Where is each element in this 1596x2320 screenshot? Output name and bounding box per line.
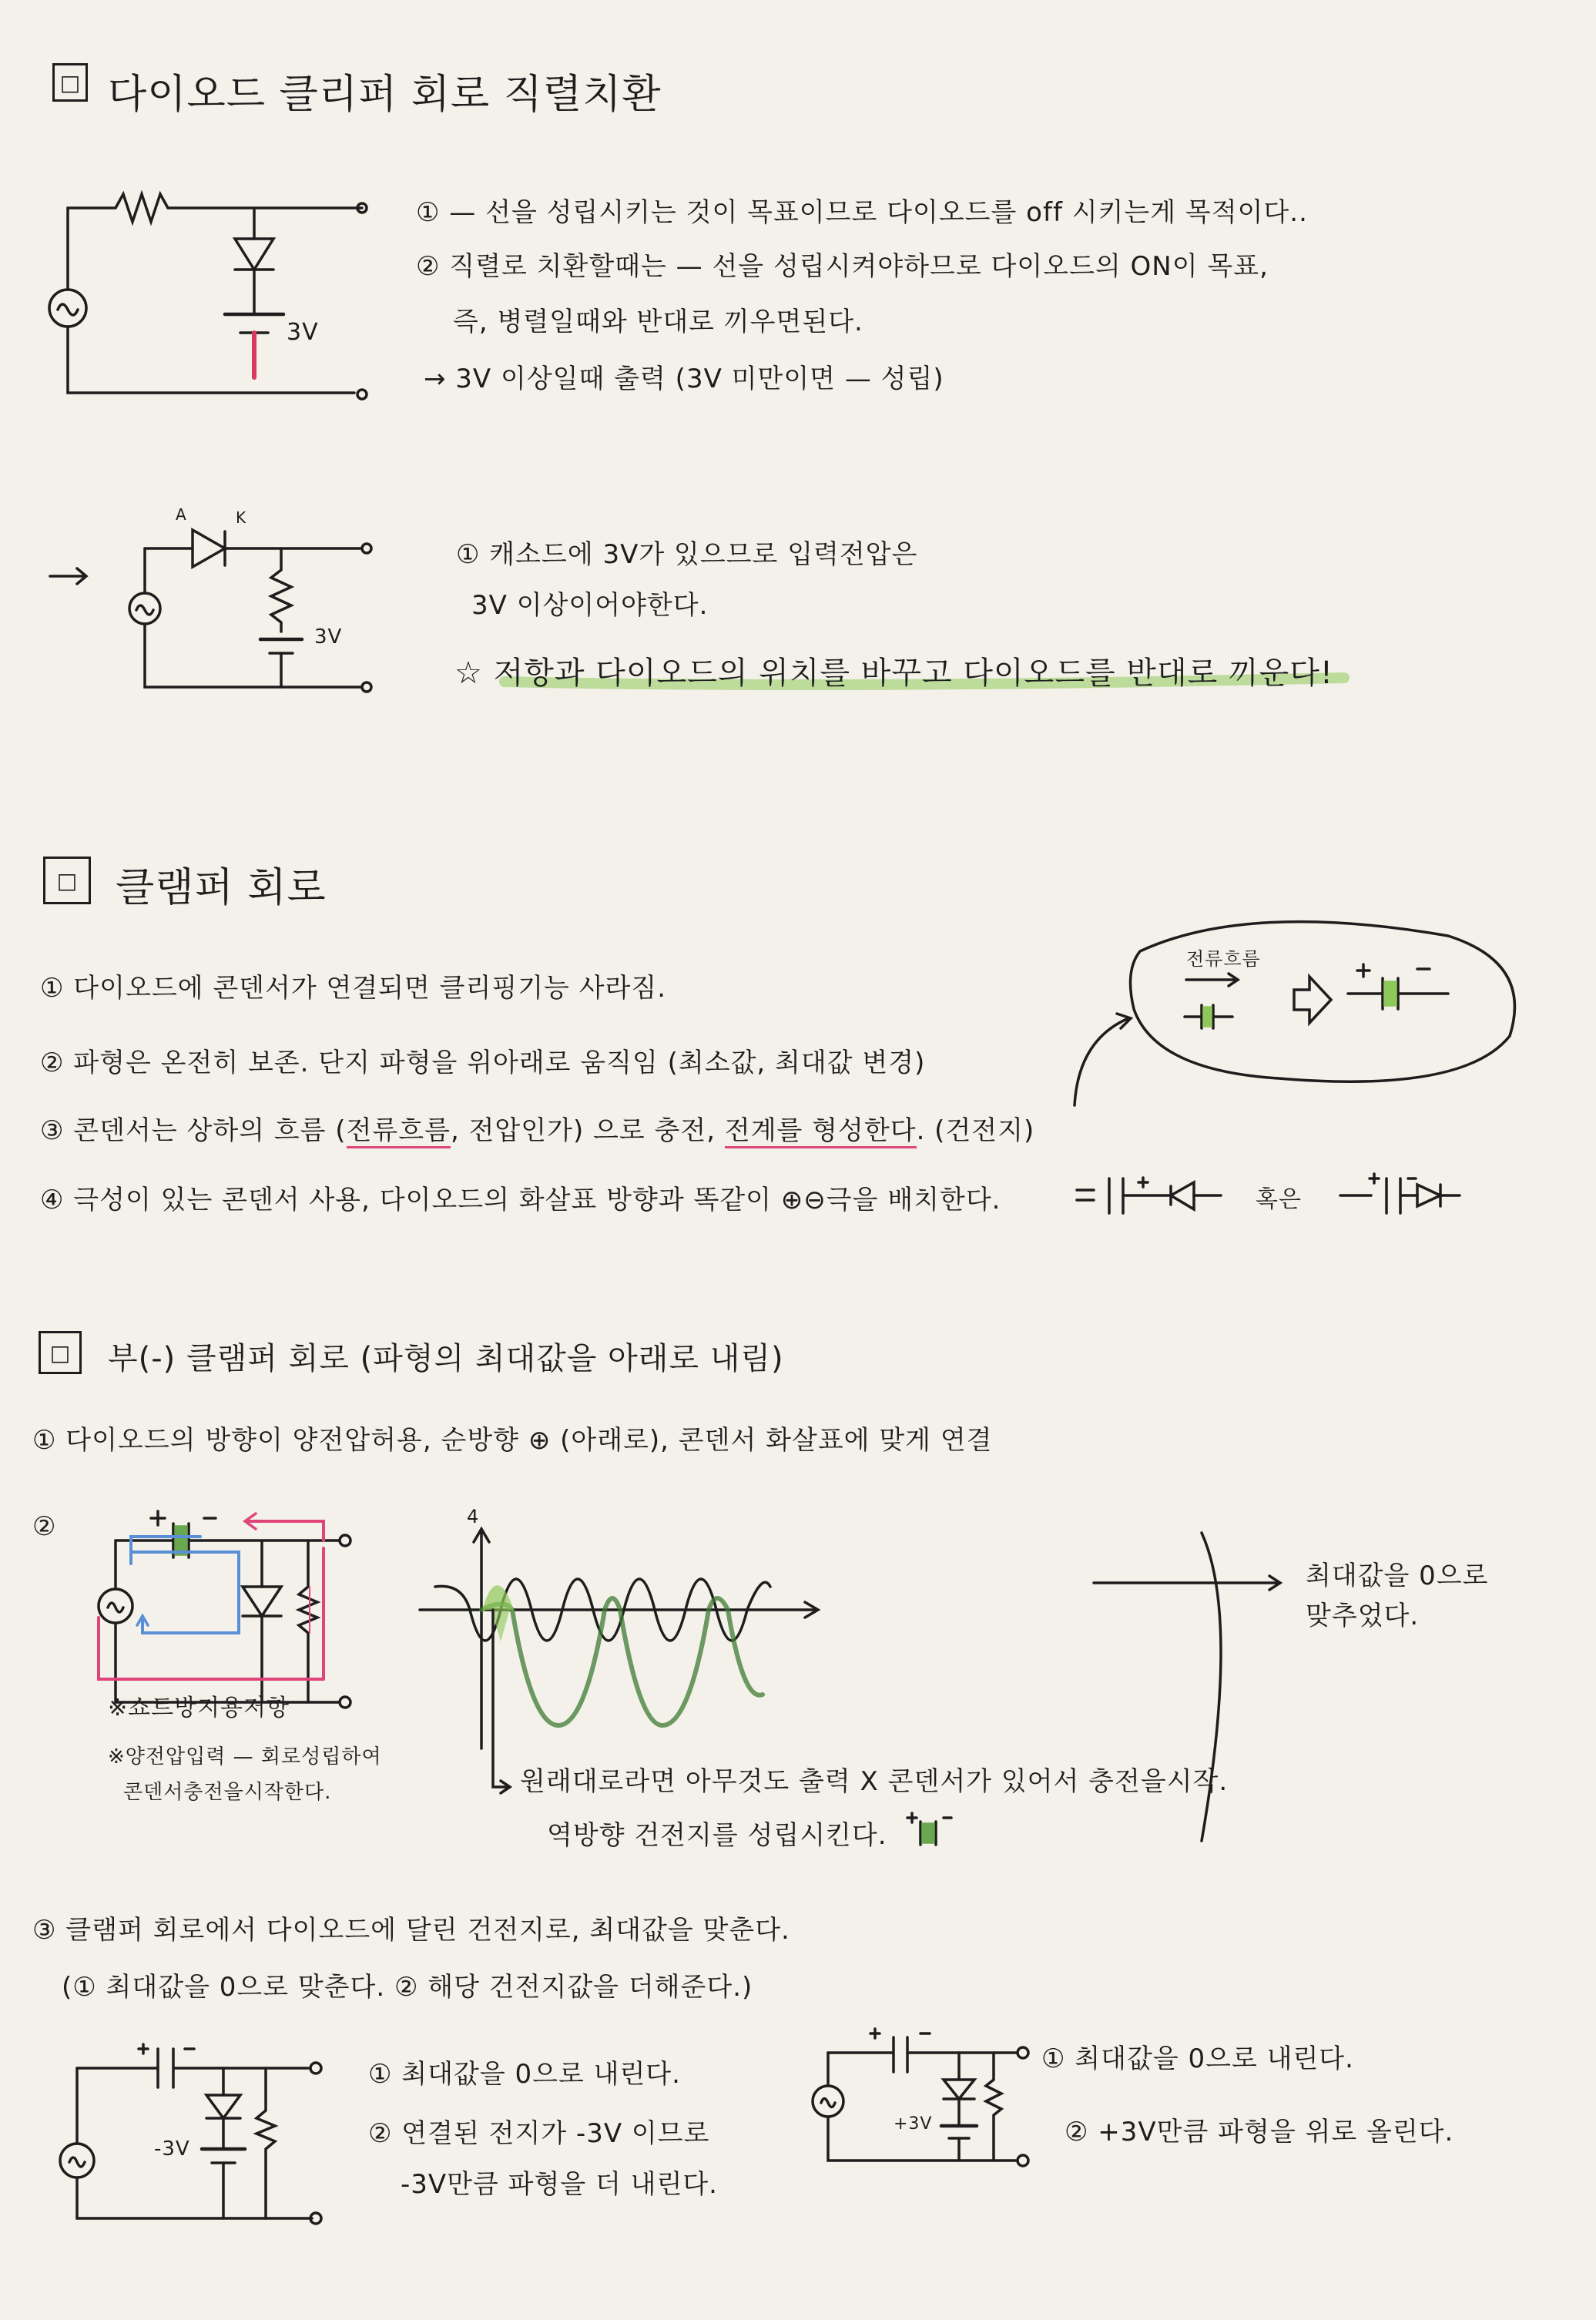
battery-label-3v: 3V: [287, 319, 319, 346]
positive-input-note-a: ※양전압입력 — 회로성립하여: [108, 1745, 382, 1768]
right-step-2: ② +3V만큼 파형을 위로 올린다.: [1065, 2117, 1454, 2147]
star-tip: ☆ 저항과 다이오드의 위치를 바꾸고 다이오드를 반대로 끼운다!: [454, 655, 1333, 691]
clipper-circuit-2: [50, 530, 371, 692]
clamper-battery-point: ③ 클램퍼 회로에서 다이오드에 달린 건전지로, 최대값을 맞춘다.: [32, 1915, 790, 1946]
anode-label: A: [176, 505, 187, 524]
section-bullet-box: [52, 63, 88, 102]
right-step-1: ① 최대값을 0으로 내린다.: [1041, 2043, 1354, 2074]
max-zero-note: 최대값을 0으로: [1306, 1561, 1489, 1591]
clamper-point-3: [40, 1109, 1034, 1147]
bullet-glyph: □: [59, 69, 81, 96]
left-step-2: ② 연결된 전지가 -3V 이므로: [368, 2118, 710, 2149]
cathode-label: K: [236, 508, 247, 527]
point3-part-e: . (건전지): [916, 1115, 1035, 1146]
point3-field: 전계를 형성한다: [725, 1115, 917, 1148]
cathode-note-1: ① 캐소드에 3V가 있으므로 입력전압은: [456, 539, 918, 570]
clipper-circuit-1: [49, 194, 367, 399]
wave-description-2: 역방향 건전지를 성립시킨다.: [547, 1820, 887, 1851]
clamper-point-2: ② 파형은 온전히 보존. 단지 파형을 위아래로 움직임 (최소값, 최대값 변경): [40, 1048, 926, 1078]
wave-description-1: 원래대로라면 아무것도 출력 X 콘덴서가 있어서 충전을시작.: [520, 1766, 1229, 1797]
bullet-glyph: □: [49, 1339, 71, 1366]
battery-label-plus3v: +3V: [894, 2114, 933, 2134]
positive-input-note-b: 콘덴서충전을시작한다.: [123, 1781, 332, 1804]
neg-clamper-point-1: ① 다이오드의 방향이 양전압허용, 순방향 ⊕ (아래로), 콘덴서 화살표에 맞게 연결: [32, 1425, 993, 1456]
clamper-circuit-plus3v: [813, 2029, 1028, 2166]
clamper-point-1: ① 다이오드에 콘덴서가 연결되면 클리핑기능 사라짐.: [40, 973, 667, 1004]
clipper-note-2: ② 직렬로 치환할때는 — 선을 성립시켜야하므로 다이오드의 ON이 목표,: [416, 251, 1269, 282]
clamper-point-4: ④ 극성이 있는 콘덴서 사용, 다이오드의 화살표 방향과 똑같이 ⊕⊖극을 배치한다.: [40, 1185, 1001, 1215]
section-bullet-box-2: [43, 857, 91, 904]
or-label: 혹은: [1256, 1186, 1302, 1213]
battery-label-3v-2: 3V: [314, 625, 343, 649]
bubble-current-label: 전류흐름: [1186, 948, 1261, 970]
section1-title: 다이오드 클리퍼 회로 직렬치환: [108, 72, 662, 118]
neg-clamper-point-2: ②: [32, 1511, 57, 1542]
current-flow-bubble: [1075, 922, 1514, 1105]
wave-axis-top: 4: [467, 1506, 480, 1527]
clipper-note-1: ① — 선을 성립시키는 것이 목표이므로 다이오드를 off 시키는게 목적이다..: [416, 197, 1308, 228]
clamper-circuit-minus3v: [60, 2044, 321, 2224]
negative-clamper-circuit: [99, 1511, 350, 1708]
max-zero-note-2: 맞추었다.: [1306, 1601, 1420, 1631]
left-step-3: -3V만큼 파형을 더 내린다.: [401, 2169, 718, 2200]
point3-part-a: ③ 콘덴서는 상하의 흐름 (: [40, 1115, 347, 1146]
left-step-1: ① 최대값을 0으로 내린다.: [368, 2059, 681, 2090]
point3-current-flow: 전류흐름: [347, 1115, 451, 1148]
cathode-note-2: 3V 이상이어야한다.: [471, 590, 709, 621]
section-bullet-box-3: [39, 1331, 82, 1374]
section3-title: 부(-) 클램퍼 회로 (파형의 최대값을 아래로 내림): [108, 1341, 784, 1376]
clamper-battery-steps: (① 최대값을 0으로 맞춘다. ② 해당 건전지값을 더해준다.): [62, 1972, 753, 2003]
clipper-note-3: 즉, 병렬일때와 반대로 끼우면된다.: [453, 307, 863, 337]
bullet-glyph: □: [56, 867, 78, 893]
clipper-note-4: → 3V 이상일때 출력 (3V 미만이면 — 성립): [424, 364, 944, 394]
battery-label-minus3v: -3V: [154, 2137, 190, 2161]
point3-part-c: , 전압인가) 으로 충전,: [450, 1115, 725, 1146]
short-protection-note: ※쇼트방지용저항: [108, 1695, 290, 1722]
section2-title: 클램퍼 회로: [116, 865, 327, 911]
